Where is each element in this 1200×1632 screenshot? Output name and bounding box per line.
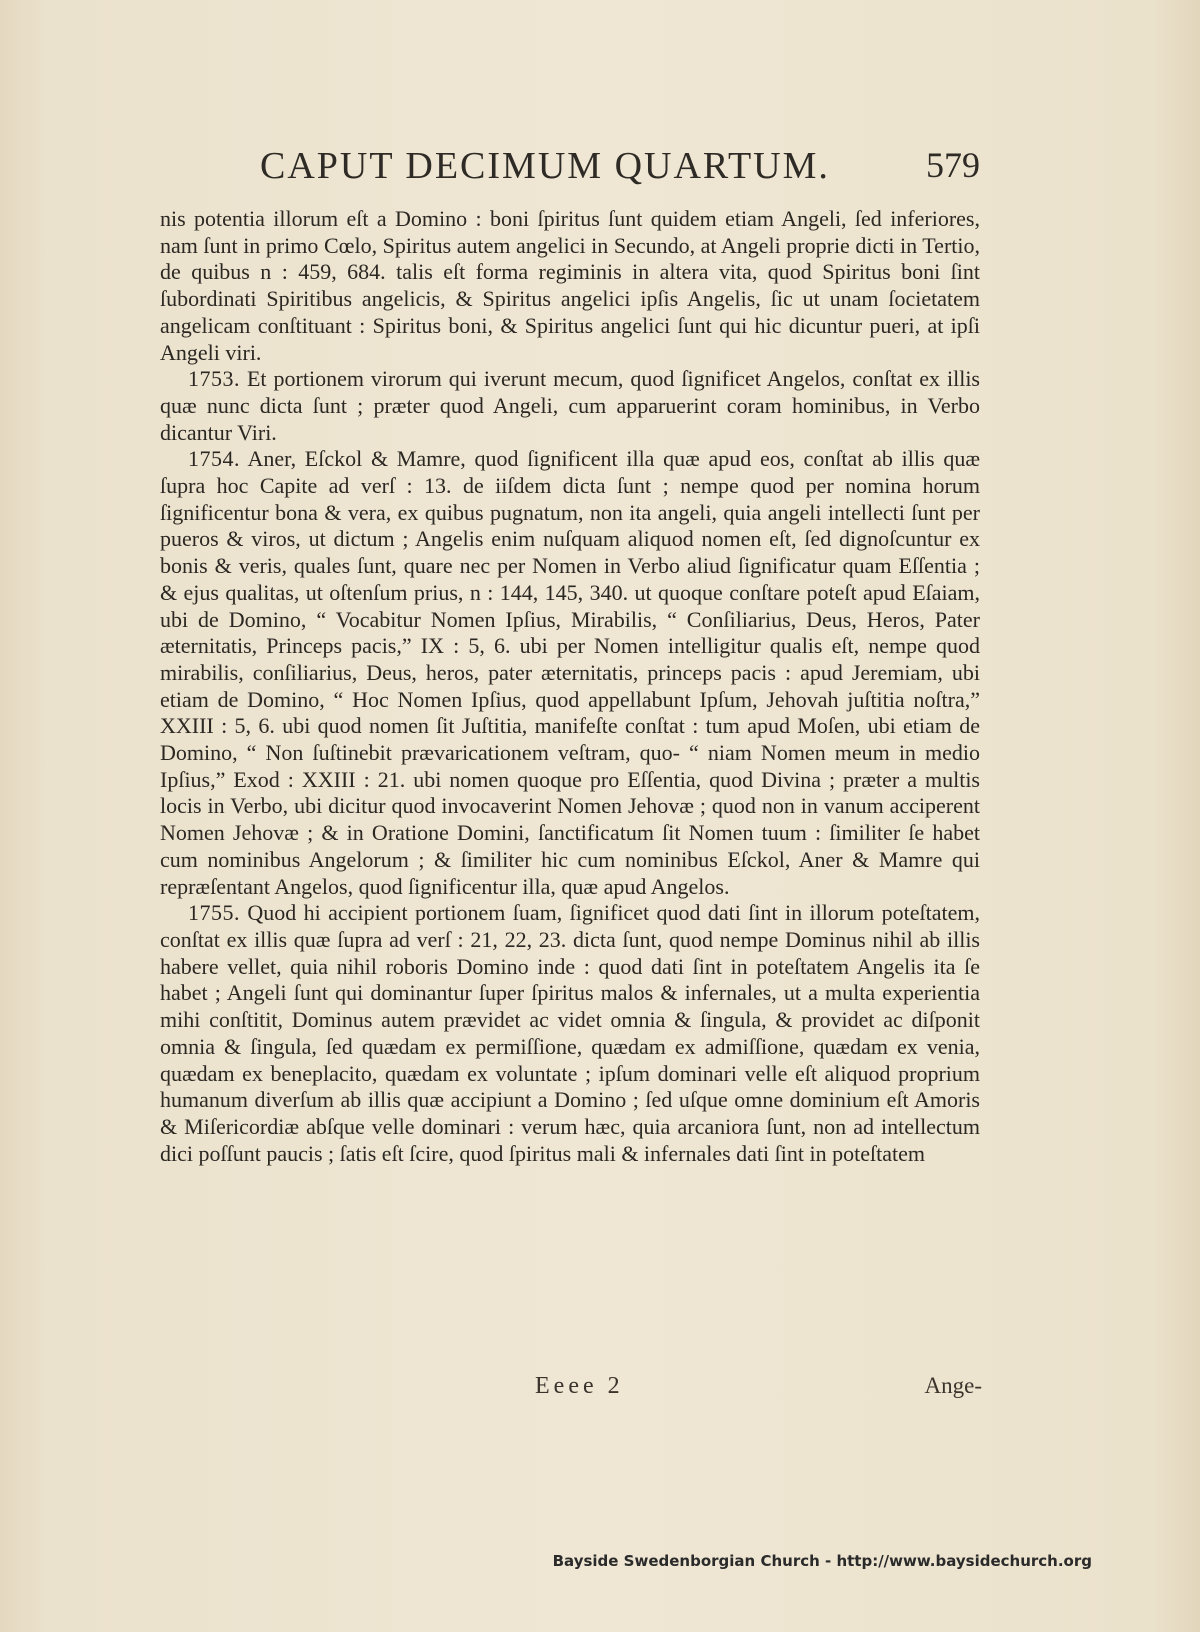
- body-text: [160, 206, 980, 1167]
- paragraph-text: Aner, Eſckol & Mamre, quod ſignificent illa quæ apud eos, conſtat ab illis quæ ſupra hoc Capite ad verſ : 13. de iiſdem dicta ſunt ; nempe quod per nomina horum ſignificentur bona & vera, ex quibus pugnatum, non ita angeli, quia angeli intellecti ſunt per pueros & viros, ut dictum ; Angelis enim nuſquam aliquod nomen eſt, ſed dignoſcuntur ex bonis & veris, quales ſunt, quare nec per Nomen in Verbo aliud ſignificatur quam Eſſentia ; & ejus qualitas, ut oſtenſum prius, n : 144, 145, 340. ut quoque conſtare poteſt apud Eſaiam, ubi de Domino, “ Vocabitur Nomen Ipſius, Mirabilis, “ Conſiliarius, Deus, Heros, Pater æternitatis, Princeps pacis,” IX : 5, 6. ubi per Nomen intelligitur qualis eſt, nempe quod mirabilis, conſiliarius, Deus, heros, pater æternitatis, princeps pacis : apud Jeremiam, ubi etiam de Domino, “ Hoc Nomen Ipſius, quod appellabunt Ipſum, Jehovah juſtitia noſtra,” XXIII : 5, 6. ubi quod nomen ſit Juſtitia, manifeſte conſtat : tum apud Moſen, ubi etiam de Domino, “ Non ſuſtinebit prævaricationem veſtram, quo- “ niam Nomen meum in medio Ipſius,” Exod : XXIII : 21. ubi nomen quoque pro Eſſentia, quod Divina ; præter a multis locis in Verbo, ubi dicitur quod invocaverint Nomen Jehovæ ; quod non in vanum acciperent Nomen Jehovæ ; & in Oratione Domini, ſanctificatum ſit Nomen tuum : ſimiliter ſe habet cum nominibus Angelorum ; & ſimiliter hic cum nominibus Eſckol, Aner & Mamre qui repræſentant Angelos, quod ſignificentur illa, quæ apud Angelos.: [160, 446, 980, 899]
- source-credit: Bayside Swedenborgian Church - http://www.baysidechurch.org: [552, 1552, 1092, 1570]
- paragraph-continuation: [160, 206, 980, 366]
- paragraph-text: Et portionem virorum qui iverunt mecum, quod ſignificet Angelos, conſtat ex illis quæ nunc dicta ſunt ; præter quod Angeli, cum apparuerint coram hominibus, in Verbo dicantur Viri.: [160, 366, 980, 445]
- section-number: 1753.: [188, 366, 240, 392]
- section-number: 1755.: [188, 900, 240, 926]
- page-number: 579: [926, 145, 980, 185]
- paragraph-text: Quod hi accipient portionem ſuam, ſignificet quod dati ſint in illorum poteſtatem, conſtat ex illis quæ ſupra ad verſ : 21, 22, 23. dicta ſunt, quod nempe Dominus nihil ab illis habere vellet, quia nihil roboris Domino inde : quod dati ſint in poteſtatem Angelis ita ſe habet ; Angeli ſunt qui dominantur ſuper ſpiritus malos & infernales, ut a multa experientia mihi conſtitit, Dominus autem prævidet ac videt omnia & ſingula, & providet ac diſponit omnia & ſingula, ſed quædam ex permiſſione, quædam ex admiſſione, quædam ex venia, quædam ex beneplacito, quædam ex voluntate ; ipſum dominari velle eſt aliquod proprium humanum diverſum ab illis quæ accipiunt a Domino ; ſed uſque omne dominium eſt Amoris & Miſericordiæ abſque velle dominari : verum hæc, quia arcaniora ſunt, non ad intellectum dici poſſunt paucis ; ſatis eſt ſcire, quod ſpiritus mali & infernales dati ſint in poteſtatem: [160, 900, 980, 1166]
- signature-mark: Eeee 2: [535, 1373, 624, 1399]
- catchword: Ange-: [924, 1373, 982, 1398]
- paragraph-text: nis potentia illorum eſt a Domino : boni ſpiritus ſunt quidem etiam Angeli, ſed inferiores, nam ſunt in primo Cœlo, Spiritus autem angelici in Secundo, at Angeli proprie dicti in Tertio, de quibus n : 459, 684. talis eſt forma regiminis in altera vita, quod Spiritus boni ſint ſubordinati Spiritibus angelicis, & Spiritus angelici ipſis Angelis, ſic ut unam ſocietatem angelicam conſtituant : Spiritus boni, & Spiritus angelici ſunt qui hic dicuntur pueri, at ipſi Angeli viri.: [160, 206, 980, 365]
- running-head: [160, 136, 980, 196]
- paragraph-1753: [160, 366, 980, 446]
- paragraph-1755: [160, 900, 980, 1167]
- chapter-title: CAPUT DECIMUM QUARTUM.: [260, 145, 830, 187]
- paragraph-1754: [160, 446, 980, 900]
- section-number: 1754.: [188, 446, 240, 472]
